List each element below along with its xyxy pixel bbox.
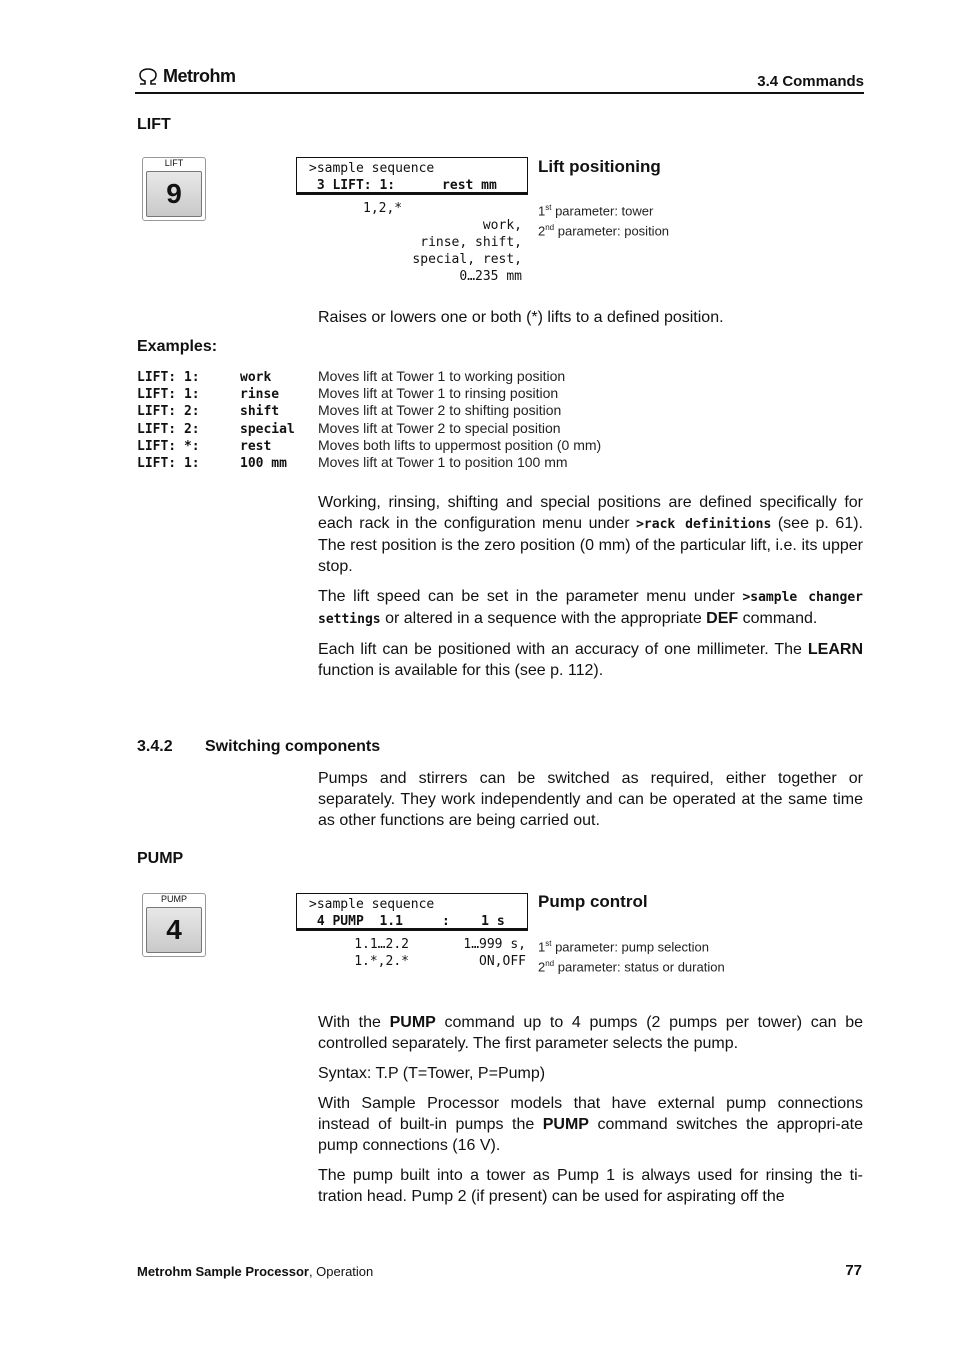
pump-syntax: Syntax: T.P (T=Tower, P=Pump) [318, 1065, 546, 1082]
switching-para: Pumps and stirrers can be switched as required, either together or separately. They work independently and can be operated at the same time as other functions are being carried out. [318, 770, 863, 829]
pump-para-2: With Sample Processor models that have external pump connections instead of built-in pumps the PUMP command switches the appropri-ate pump connections (16 V). [318, 1095, 863, 1154]
pump-param-notes [538, 935, 725, 976]
pump-display-line2: 4 PUMP 1.1 : 1 s [309, 914, 505, 929]
example-desc: Moves lift at Tower 1 to working position [318, 368, 566, 384]
lift-key-label: LIFT [164, 158, 184, 168]
examples-heading: Examples: [137, 338, 218, 355]
pump-paragraphs [318, 1012, 863, 1207]
pump-param2-value: 1…999 s, [463, 937, 526, 952]
example-arg: special [240, 422, 295, 437]
lift-heading: LIFT [137, 116, 171, 133]
lift-param2-value: special, rest, [412, 252, 522, 267]
section-number: 3.4.2 [137, 738, 173, 755]
example-arg: shift [240, 404, 280, 419]
section-heading: Switching components [205, 738, 381, 755]
footer-title: Metrohm Sample Processor, Operation [137, 1264, 374, 1279]
lift-note-2: 2nd parameter: position [538, 223, 670, 239]
pump-key-digit: 4 [146, 907, 202, 953]
pump-display [296, 893, 528, 931]
lift-key [142, 157, 206, 221]
omega-icon [137, 68, 159, 86]
page-number: 77 [845, 1262, 862, 1279]
example-arg: rest [240, 439, 272, 454]
pump-param1-value: 1.*,2.* [354, 954, 409, 969]
lift-para-1: Working, rinsing, shifting and special positions are defined specifically for each rack in the configuration menu under >rack definitions (see p. 61). The rest position is the zero position (0 mm) of the particular lift, i.e. its upper stop. [318, 494, 864, 575]
lift-paragraphs [318, 492, 863, 681]
example-cmd: LIFT: *: [137, 439, 200, 454]
lift-param-notes [538, 199, 669, 240]
lift-param1-values: 1,2,* [363, 201, 403, 216]
lift-display-line1: >sample sequence [309, 161, 435, 176]
example-desc: Moves lift at Tower 1 to position 100 mm [318, 454, 568, 470]
pump-param1-value: 1.1…2.2 [354, 937, 409, 952]
pump-note-1: 1st parameter: pump selection [538, 939, 709, 955]
lift-display-line2: 3 LIFT: 1: rest mm [309, 178, 497, 193]
example-arg: work [240, 370, 272, 385]
example-arg: 100 mm [240, 456, 287, 471]
pump-note-2: 2nd parameter: status or duration [538, 959, 725, 975]
lift-display [296, 157, 528, 195]
lift-para-3: Each lift can be positioned with an accuracy of one millimeter. The LEARN function is available for this (see p. 112). [318, 641, 863, 679]
example-desc: Moves lift at Tower 1 to rinsing position [318, 385, 559, 401]
lift-param2-values [330, 217, 522, 285]
example-cmd: LIFT: 1: [137, 456, 200, 471]
logo-text: Metrohm [163, 66, 236, 86]
example-desc: Moves lift at Tower 2 to shifting position [318, 402, 562, 418]
example-desc: Moves lift at Tower 2 to special position [318, 420, 561, 436]
metrohm-logo [137, 66, 236, 87]
lift-param2-value: rinse, shift, [420, 235, 522, 250]
section-title: 3.4 Commands [757, 73, 864, 90]
pump-display-line1: >sample sequence [309, 897, 435, 912]
pump-key [142, 893, 206, 957]
pump-heading: PUMP [137, 850, 184, 867]
lift-title: Lift positioning [538, 157, 661, 176]
pump-title: Pump control [538, 892, 648, 911]
example-desc: Moves both lifts to uppermost position (0 mm) [318, 437, 602, 453]
pump-para-3: The pump built into a tower as Pump 1 is always used for rinsing the ti-tration head. Pump 2 (if present) can be used for aspirating off the [318, 1167, 863, 1205]
header-rule [135, 92, 864, 94]
lift-param2-value: 0…235 mm [459, 269, 522, 284]
example-cmd: LIFT: 2: [137, 404, 200, 419]
pump-para-1: With the PUMP command up to 4 pumps (2 pumps per tower) can be controlled separately. The first parameter selects the pump. [318, 1014, 863, 1052]
lift-para-2: The lift speed can be set in the parameter menu under >sample changer settings or altered in a sequence with the appropriate DEF command. [318, 588, 864, 627]
lift-param2-value: work, [482, 218, 522, 233]
pump-param2-value: ON,OFF [479, 954, 526, 969]
lift-key-digit: 9 [146, 171, 202, 217]
example-cmd: LIFT: 2: [137, 422, 200, 437]
pump-param1-values [348, 936, 409, 970]
example-arg: rinse [240, 387, 280, 402]
pump-key-label: PUMP [160, 894, 187, 904]
lift-description: Raises or lowers one or both (*) lifts to a defined position. [318, 309, 724, 326]
example-cmd: LIFT: 1: [137, 370, 200, 385]
lift-note-1: 1st parameter: tower [538, 203, 654, 219]
pump-param2-values [440, 936, 526, 970]
example-cmd: LIFT: 1: [137, 387, 200, 402]
